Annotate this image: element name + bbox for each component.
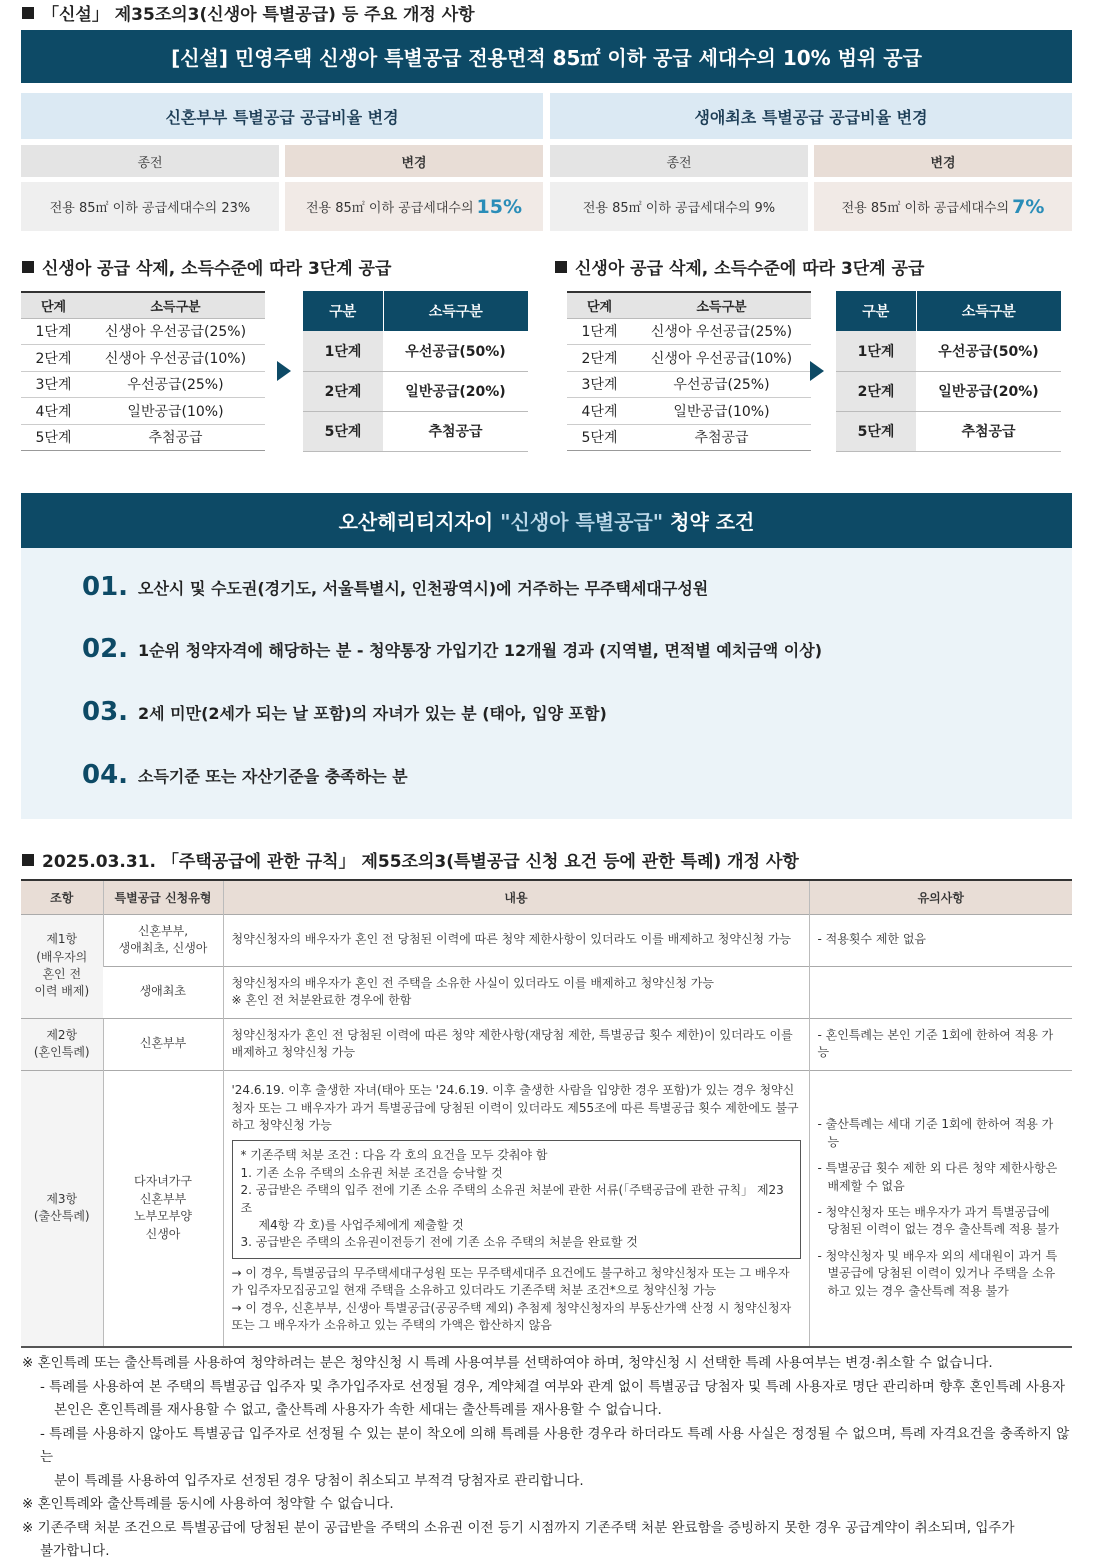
firsttime-old-value: 전용 85㎡ 이하 공급세대수의 9% (550, 182, 808, 231)
table-row: 제3항 (출산특례) 다자녀가구 신혼부부 노부모부양 신생아 '24.6.19. 이후 출생한 자녀(태아 또는 '24.6.19. 이후 출생한 사람을 입양한 경우 포함)가 있는 경우 청약신청자 또는 그 배우자가 과거 특별공급에 당첨된 이력이 있더라도 제55조에 따른 특별공급 횟수 제한에도 불구하고 청약신청 가능 * 기존주택 처분 조건 : 다음 각 호의 요건을 모두 갖춰야 함 1. 기존 소유 주택의 소유권 처분 조건을 승낙할 것 2. 공급받은 주택의 입주 전에 기존 소유 주택의 소유권 처분에 관한 서류(「주택공급에 관한 규칙」 제23조 제4항 각 호)를 사업주체에게 제출할 것 3. 공급받은 주택의 소유권이전등기 전에 기존 소유 주택의 처분을 완료할 것 → 이 경우, 특별공급의 무주택세대구성원 또는 무주택세대주 요건에도 불구하고 청약신청자 또는 그 배우자가 입주자모집공고일 현재 주택을 소유하고 있더라도 기존주택 처분 조건*으로 청약신청 가능 → 이 경우, 신혼부부, 신생아 특별공급(공공주택 제외) 추첨제 청약신청자의 부동산가액 산정 시 청약신청자 또는 그 배우자가 소유하고 있는 주택의 가액은 합산하지 않음 - 출산특례는 세대 기준 1회에 한하여 적용 가능 - 특별공급 횟수 제한 외 다른 청약 제한사항은 배제할 수 없음 - 청약신청자 또는 배우자가 과거 특별공급에 당첨된 이력이 없는 경우 출산특례 적용 불가 - 청약신청자 및 배우자 외의 세대원이 과거 특별공급에 당첨된 이력이 있거나 주택을 소유하고 있는 경우 출산특례 적용 불가 (21, 1070, 1072, 1347)
new-stage-table-right: 구분 소득구분 1단계 우선공급(50%) 2단계 일반공급(20%) 5단계 추첨공급 (836, 291, 1061, 452)
newborn-special-supply-banner: [신설] 민영주택 신생아 특별공급 전용면적 85㎡ 이하 공급 세대수의 10% 범위 공급 (21, 30, 1072, 83)
square-bullet-icon (555, 261, 567, 273)
firsttime-ratio-header: 생애최초 특별공급 공급비율 변경 (550, 93, 1072, 139)
disposal-condition-box: * 기존주택 처분 조건 : 다음 각 호의 요건을 모두 갖춰야 함 1. 기존 소유 주택의 소유권 처분 조건을 승낙할 것 2. 공급받은 주택의 입주 전에 기존 소유 주택의 소유권 처분에 관한 서류(「주택공급에 관한 규칙」 제23조 제4항 각 호)를 사업주체에게 제출할 것 3. 공급받은 주택의 소유권이전등기 전에 기존 소유 주택의 처분을 완료할 것 (232, 1140, 801, 1258)
footnotes: ※ 혼인특례 또는 출산특례를 사용하여 청약하려는 분은 청약신청 시 특례 사용여부를 선택하여야 하며, 청약신청 시 선택한 특례 사용여부는 변경·취소할 수 없습니다. - 특례를 사용하여 본 주택의 특별공급 입주자 및 추가입주자로 선정될 경우, 계약체결 여부와 관계 없이 특별공급 당첨자 및 특례 사용자로 명단 관리하며 향후 혼인특례 사용자 본인은 혼인특례를 재사용할 수 없고, 출산특례 사용자가 속한 세대는 출산특례를 재사용할 수 없습니다. - 특례를 사용하지 않아도 특별공급 입주자로 선정될 수 있는 분이 착오에 의해 특례를 사용한 경우라 하더라도 특례 사용 사실은 정정될 수 없으며, 특례 자격요건을 충족하지 않는 분이 특례를 사용하여 입주자로 선정된 경우 당첨이 취소되고 부적격 당첨자로 관리합니다. ※ 혼인특례와 출산특례를 동시에 사용하여 청약할 수 없습니다. ※ 기존주택 처분 조건으로 특별공급에 당첨된 분이 공급받을 주택의 소유권 이전 등기 시점까지 기존주택 처분 완료함을 증빙하지 못한 경우 공급계약이 취소되며, 입주가 불가합니다. (22, 1355, 1070, 1559)
newlywed-old-value: 전용 85㎡ 이하 공급세대수의 23% (21, 182, 279, 231)
section-title-amendment: 「신설」 제35조의3(신생아 특별공급) 등 주요 개정 사항 (22, 0, 475, 25)
condition-item: 02. 1순위 청약자격에 해당하는 분 - 청약통장 가입기간 12개월 경과 (지역별, 면적별 예치금액 이상) (82, 634, 823, 664)
table-row: 2단계 신생아 우선공급(10%) (21, 345, 265, 372)
old-stage-table-right: 단계 소득구분 1단계 신생아 우선공급(25%) 2단계 신생아 우선공급(10%) 3단계 우선공급(25%) 4단계 일반공급(10%) 5단계 추첨공급 (567, 291, 811, 451)
table-row: 제1항 (배우자의 혼인 전 이력 배제) 신혼부부, 생애최초, 신생아 청약신청자의 배우자가 혼인 전 당첨된 이력에 따른 청약 제한사항이 있더라도 이를 배제하고 청약신청 가능 - 적용횟수 제한 없음 (21, 914, 1072, 966)
rules-title: 2025.03.31. 「주택공급에 관한 규칙」 제55조의3(특별공급 신청 요건 등에 관한 특례) 개정 사항 (22, 847, 799, 872)
table-row: 2단계 신생아 우선공급(10%) (567, 345, 811, 372)
table-row: 5단계 추첨공급 (21, 424, 265, 451)
firsttime-new-value: 전용 85㎡ 이하 공급세대수의 7% (814, 182, 1072, 231)
firsttime-old-label: 종전 (550, 145, 808, 177)
square-bullet-icon (22, 261, 34, 273)
table-row: 4단계 일반공급(10%) (567, 398, 811, 425)
arrow-right-icon (277, 361, 291, 381)
conditions-banner: 오산헤리티지자이 "신생아 특별공급" 청약 조건 (21, 493, 1072, 548)
table-row: 1단계 우선공급(50%) (836, 331, 1061, 371)
old-stage-table-left: 단계 소득구분 1단계 신생아 우선공급(25%) 2단계 신생아 우선공급(10%) 3단계 우선공급(25%) 4단계 일반공급(10%) 5단계 추첨공급 (21, 291, 265, 451)
square-bullet-icon (22, 7, 34, 19)
condition-item: 03. 2세 미만(2세가 되는 날 포함)의 자녀가 있는 분 (태아, 입양 포함) (82, 697, 607, 727)
table-row: 1단계 우선공급(50%) (303, 331, 528, 371)
newlywed-old-label: 종전 (21, 145, 279, 177)
special-rules-table: 조항 특별공급 신청유형 내용 유의사항 제1항 (배우자의 혼인 전 이력 배제) 신혼부부, 생애최초, 신생아 청약신청자의 배우자가 혼인 전 당첨된 이력에 따른 청약 제한사항이 있더라도 이를 배제하고 청약신청 가능 - 적용횟수 제한 없음 생애최초 청약신청자의 배우자가 혼인 전 주택을 소유한 사실이 있더라도 이를 배제하고 청약신청 가능 ※ 혼인 전 처분완료한 경우에 한함 제2항 (혼인특례) 신혼부부 청약신청자가 혼인 전 당첨된 이력에 따른 청약 제한사항(재당첨 제한, 특별공급 횟수 제한)이 있더라도 이를 배제하고 청약신청 가능 - 혼인특례는 본인 기준 1회에 한하여 적용 가능 제3항 (출산특례) 다자녀가구 신혼부부 노부모부양 신생아 '24.6.19. 이후 출생한 자녀(태아 또는 '24.6.19. 이후 출생한 사람을 입양한 경우 포함)가 있는 경우 청약신청자 또는 그 배우자가 과거 특별공급에 당첨된 이력이 있더라도 제55조에 따른 특별공급 횟수 제한에도 불구하고 청약신청 가능 * 기존주택 처분 조건 : 다음 각 호의 요건을 모두 갖춰야 함 1. 기존 소유 주택의 소유권 처분 조건을 승낙할 것 2. 공급받은 주택의 입주 전에 기존 소유 주택의 소유권 처분에 관한 서류(「주택공급에 관한 규칙」 제23조 제4항 각 호)를 사업주체에게 제출할 것 3. 공급받은 주택의 소유권이전등기 전에 기존 소유 주택의 처분을 완료할 것 → 이 경우, 특별공급의 무주택세대구성원 또는 무주택세대주 요건에도 불구하고 청약신청자 또는 그 배우자가 입주자모집공고일 현재 주택을 소유하고 있더라도 기존주택 처분 조건*으로 청약신청 가능 → 이 경우, 신혼부부, 신생아 특별공급(공공주택 제외) 추첨제 청약신청자의 부동산가액 산정 시 청약신청자 또는 그 배우자가 소유하고 있는 주택의 가액은 합산하지 않음 - 출산특례는 세대 기준 1회에 한하여 적용 가능 - 특별공급 횟수 제한 외 다른 청약 제한사항은 배제할 수 없음 - 청약신청자 또는 배우자가 과거 특별공급에 당첨된 이력이 없는 경우 출산특례 적용 불가 - 청약신청자 및 배우자 외의 세대원이 과거 특별공급에 당첨된 이력이 있거나 주택을 소유하고 있는 경우 출산특례 적용 불가 (21, 879, 1072, 1348)
table-row: 2단계 일반공급(20%) (836, 371, 1061, 411)
table-row: 5단계 추첨공급 (303, 411, 528, 451)
arrow-right-icon (810, 361, 824, 381)
stages-title-right: 신생아 공급 삭제, 소득수준에 따라 3단계 공급 (555, 254, 924, 279)
table-row: 3단계 우선공급(25%) (21, 371, 265, 398)
table-row: 제2항 (혼인특례) 신혼부부 청약신청자가 혼인 전 당첨된 이력에 따른 청약 제한사항(재당첨 제한, 특별공급 횟수 제한)이 있더라도 이를 배제하고 청약신청 가능 - 혼인특례는 본인 기준 1회에 한하여 적용 가능 (21, 1018, 1072, 1070)
new-stage-table-left: 구분 소득구분 1단계 우선공급(50%) 2단계 일반공급(20%) 5단계 추첨공급 (303, 291, 528, 452)
table-row: 1단계 신생아 우선공급(25%) (567, 318, 811, 345)
table-row: 생애최초 청약신청자의 배우자가 혼인 전 주택을 소유한 사실이 있더라도 이를 배제하고 청약신청 가능 ※ 혼인 전 처분완료한 경우에 한함 (21, 966, 1072, 1018)
newlywed-new-label: 변경 (285, 145, 543, 177)
condition-item: 04. 소득기준 또는 자산기준을 충족하는 분 (82, 760, 408, 790)
table-row: 1단계 신생아 우선공급(25%) (21, 318, 265, 345)
newlywed-ratio-header: 신혼부부 특별공급 공급비율 변경 (21, 93, 543, 139)
table-row: 3단계 우선공급(25%) (567, 371, 811, 398)
square-bullet-icon (22, 854, 34, 866)
firsttime-new-label: 변경 (814, 145, 1072, 177)
stages-title-left: 신생아 공급 삭제, 소득수준에 따라 3단계 공급 (22, 254, 391, 279)
table-row: 4단계 일반공급(10%) (21, 398, 265, 425)
table-row: 5단계 추첨공급 (567, 424, 811, 451)
table-row: 5단계 추첨공급 (836, 411, 1061, 451)
table-row: 2단계 일반공급(20%) (303, 371, 528, 411)
condition-item: 01. 오산시 및 수도권(경기도, 서울특별시, 인천광역시)에 거주하는 무주택세대구성원 (82, 572, 709, 602)
newlywed-new-value: 전용 85㎡ 이하 공급세대수의 15% (285, 182, 543, 231)
